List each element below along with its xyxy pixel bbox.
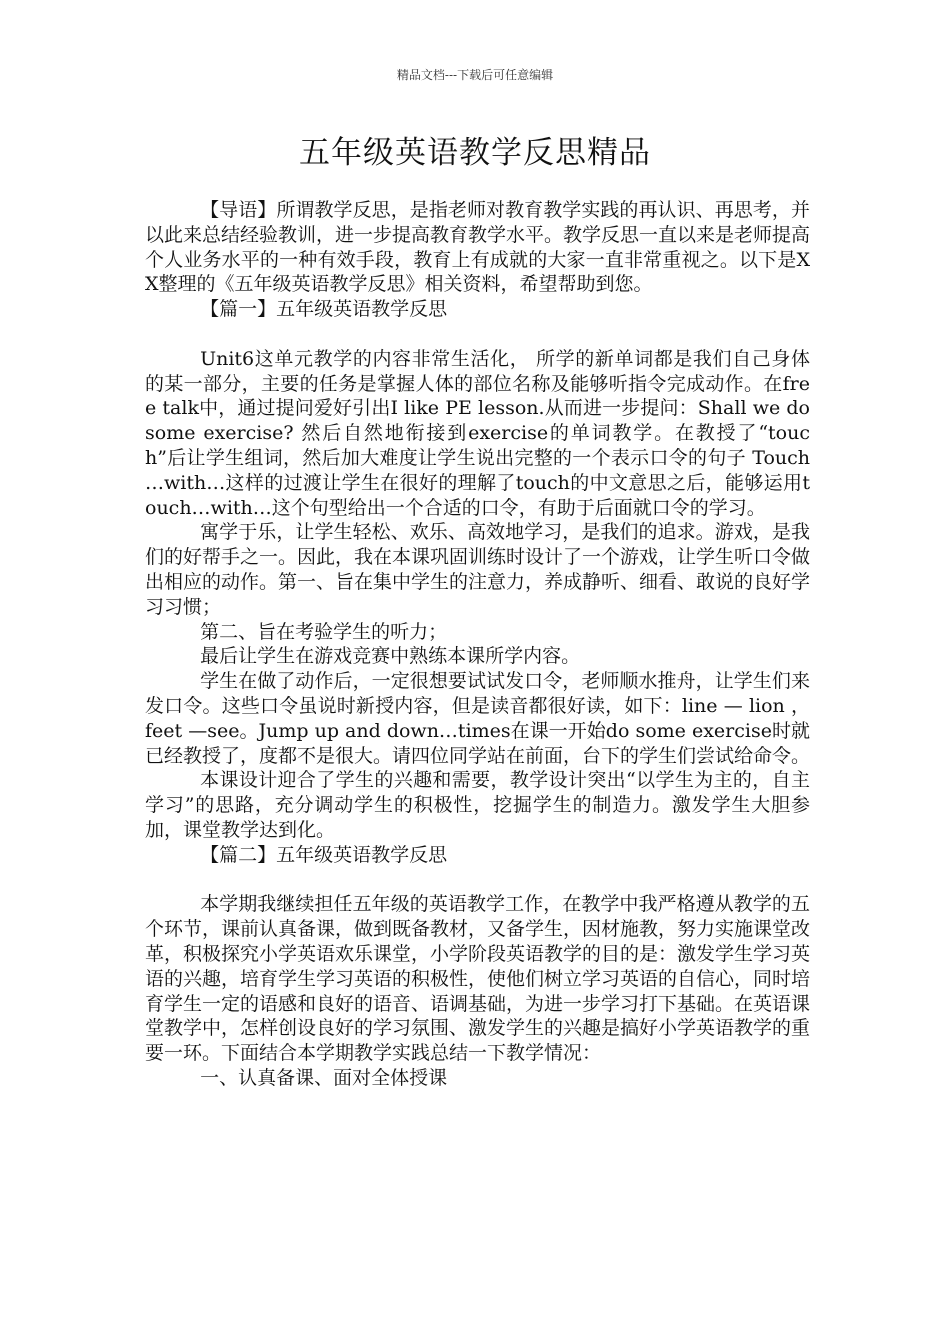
document-body [145, 198, 810, 1091]
blank-line [145, 322, 810, 347]
blank-line [145, 868, 810, 893]
body-paragraph: Unit6这单元教学的内容非常生活化， 所学的新单词都是我们自己身体的某一部分，主要的任务是掌握人体的部位名称及能够听指令完成动作。在free talk中，通过提问爱好引出I like PE lesson.从而进一步提问：Shall we do some exercise? 然后自然地衔接到exercise的单词教学。在教授了“touch”后让学生组词，然后加大难度让学生说出完整的一个表示口令的句子 Touch …with…这样的过渡让学生在很好的理解了touch的中文意思之后，能够运用touch…with…这个句型给出一个合适的口令，有助于后面就口令的学习。 [145, 347, 810, 519]
subsection-heading: 一、认真备课、面对全体授课 [200, 1066, 448, 1089]
body-paragraph: 本学期我继续担任五年级的英语教学工作，在教学中我严格遵从教学的五个环节，课前认真备课，做到既备教材，又备学生，因材施教，努力实施课堂改革，积极探究小学英语欢乐课堂，小学阶段英语教学的目的是：激发学生学习英语的兴趣，培育学生学习英语的积极性，使他们树立学习英语的自信心，同时培育学生一定的语感和良好的语音、语调基础，为进一步学习打下基础。在英语课堂教学中，怎样创设良好的学习氛围、激发学生的兴趣是搞好小学英语教学的重要一环。下面结合本学期教学实践总结一下教学情况： [145, 893, 811, 1065]
body-paragraph: 寓学于乐，让学生轻松、欢乐、高效地学习，是我们的追求。游戏，是我们的好帮手之一。因此，我在本课巩固训练时设计了一个游戏，让学生听口令做出相应的动作。第一、旨在集中学生的注意力，养成静听、细看、敢说的良好学习习惯； [145, 521, 811, 618]
section-heading-2: 【篇二】五年级英语教学反思 [200, 843, 448, 866]
body-paragraph: 第二、旨在考验学生的听力； [200, 620, 448, 643]
document-title: 五年级英语教学反思精品 [299, 135, 651, 171]
body-paragraph: 最后让学生在游戏竞赛中熟练本课所学内容。 [200, 645, 581, 668]
section-heading-1: 【篇一】五年级英语教学反思 [200, 298, 448, 321]
body-paragraph: 学生在做了动作后，一定很想要试试发口令，老师顺水推舟，让学生们来发口令。这些口令虽说时新授内容，但是读音都很好读，如下：line — lion ，feet —see。Jump up and down…times在课一开始do some exercise时就已经教授了，度都不是很大。请四位同学站在前面，台下的学生们尝试给命令。 [145, 670, 811, 767]
page-header: 精品文档---下载后可任意编辑 [396, 68, 554, 82]
intro-paragraph: 【导语】所谓教学反思，是指老师对教育教学实践的再认识、再思考，并以此来总结经验教训，进一步提高教育教学水平。教学反思一直以来是老师提高个人业务水平的一种有效手段，教育上有成就的大家一直非常重视之。以下是XX整理的《五年级英语教学反思》相关资料，希望帮助到您。 [145, 199, 811, 296]
body-paragraph: 本课设计迎合了学生的兴趣和需要，教学设计突出“以学生为主的，自主学习”的思路，充分调动学生的积极性，挖掘学生的制造力。激发学生大胆参加，课堂教学达到化。 [145, 769, 810, 841]
